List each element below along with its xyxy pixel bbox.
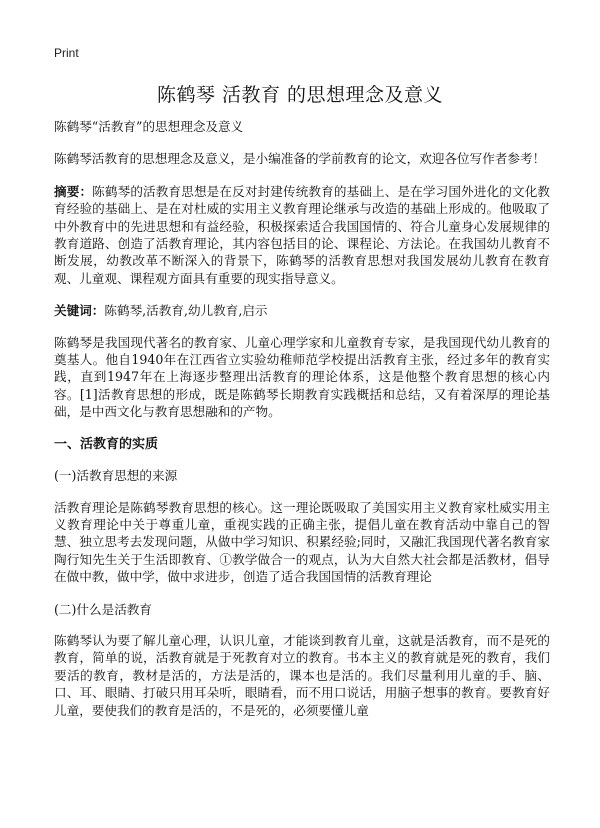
page-title: 陈鹤琴 活教育 的思想理念及意义: [156, 84, 444, 106]
section-1-1-heading: (一)活教育思想的来源: [54, 468, 178, 484]
keywords-paragraph: [54, 302, 550, 319]
keywords-label: 关键词：: [54, 303, 105, 319]
section-1-2-heading: (二)什么是活教育: [54, 601, 152, 617]
section-1-2-text: 陈鹤琴认为要了解儿童心理，认识儿童，才能谈到教育儿童，这就是活教育，而不是死的教育，简单的说，活教育就是于死教育对立的教育。书本主义的教育就是死的教育，我们要活的教育，教材是活的，方法是活的，课本也是活的。我们尽量利用儿童的手、脑、口、耳、眼睛、打破只用耳朵听，眼睛看，而不用口说话，用脑子想事的教育。要教育好儿童，要使我们的教育是活的，不是死的，必须要懂儿童: [54, 632, 550, 718]
print-label: Print: [54, 46, 79, 60]
intro-paragraph: 陈鹤琴活教育的思想理念及意义，是小编准备的学前教育的论文，欢迎各位写作者参考！: [54, 151, 546, 167]
article-body: [54, 118, 550, 734]
keywords-text: 陈鹤琴,活教育,幼儿教育,启示: [104, 303, 268, 319]
section-1-1-text: 活教育理论是陈鹤琴教育思想的核心。这一理论既吸取了美国实用主义教育家杜威实用主义教育理论中关于尊重儿童，重视实践的正确主张，提倡儿童在教育活动中靠自己的智慧、独立思考去发现问题，从做中学习知识、积累经验;同时，又融汇我国现代著名教育家陶行知先生关于生活即教育、①教学做合一的观点，认为大自然大社会都是活教材，倡导在做中教，做中学，做中求进步，创造了适合我国国情的活教育理论: [54, 499, 550, 585]
abstract-paragraph: [54, 183, 550, 287]
body-intro-paragraph: 陈鹤琴是我国现代著名的教育家、儿童心理学家和儿童教育专家，是我国现代幼儿教育的奠基人。他自1940年在江西省立实验幼稚师范学校提出活教育主张，经过多年的教育实践，直到1947年在上海逐步整理出活教育的理论体系，这是他整个教育思想的核心内容。[1]活教育思想的形成，既是陈鹤琴长期教育实践概括和总结，又有着深厚的理论基础，是中西文化与教育思想融和的产物。: [54, 334, 550, 420]
abstract-label: 摘要：: [54, 183, 93, 199]
section-1-heading: 一、活教育的实质: [54, 436, 159, 452]
abstract-text: 陈鹤琴的活教育思想是在反对封建传统教育的基础上、是在学习国外进化的文化教育经验的基础上、是在对杜威的实用主义教育理论继承与改造的基础上形成的。他吸取了中外教育中的先进思想和有益经验，积极探索适合我国国情的、符合儿童身心发展规律的教育道路、创造了活教育理论，其内容包括目的论、课程论、方法论。在我国幼儿教育不断发展，幼教改革不断深入的背景下，陈鹤琴的活教育思想对我国发展幼儿教育在教育观、儿童观、课程观方面具有重要的现实指导意义。: [54, 183, 551, 286]
article-subtitle: 陈鹤琴“活教育”的思想理念及意义: [54, 119, 244, 134]
